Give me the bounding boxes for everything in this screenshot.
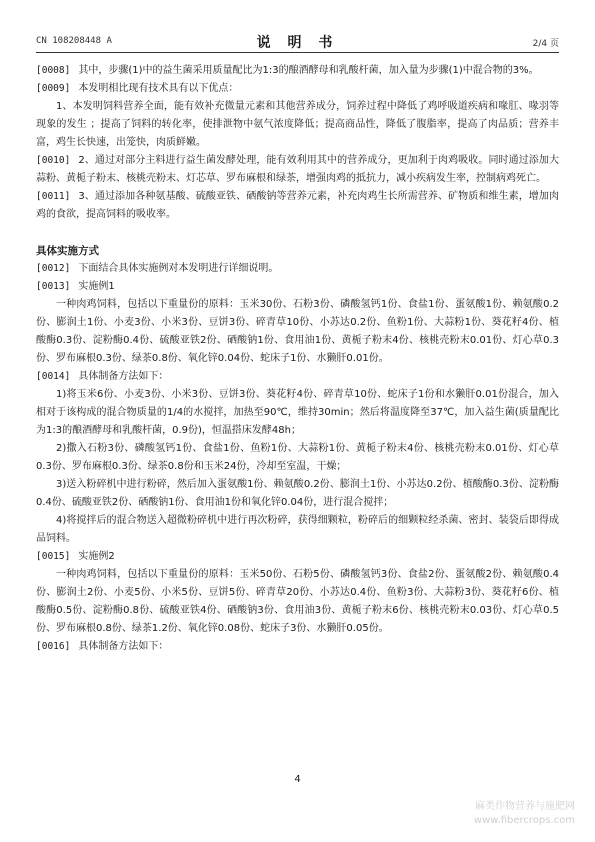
paragraph-text: 其中，步骤(1)中的益生菌采用质量配比为1:3的酿酒酵母和乳酸杆菌，加入量为步骤(1)中混合物的3%。 — [78, 65, 539, 76]
paragraph-tag: [0012] — [36, 263, 71, 274]
paragraph-text: 实施例2 — [78, 551, 115, 562]
paragraph-tag: [0014] — [36, 371, 71, 382]
paragraph-0009 — [36, 80, 559, 98]
page-header — [36, 30, 559, 53]
watermark-line-2: www.fibercrops.com — [473, 815, 575, 826]
document-body — [36, 62, 559, 656]
example-1-step-4: 4)将搅拌后的混合物送入超微粉碎机中进行再次粉碎，获得细颗粒，粉碎后的细颗粒经杀菌、密封、装袋后即得成品饲料。 — [36, 515, 559, 544]
watermark-line-1: 麻类作物营养与施肥网 — [475, 801, 575, 812]
paragraph-0008 — [36, 62, 559, 80]
page-number: 4 — [294, 774, 301, 785]
paragraph-text: 本发明相比现有技术具有以下优点： — [78, 83, 239, 94]
paragraph-text: 具体制备方法如下： — [78, 371, 169, 382]
advantage-1: 1、本发明饲料营养全面，能有效补充微量元素和其他营养成分，饲养过程中降低了鸡呼吸道疾病和喙肛、喙羽等现象的发生 ；提高了饲料的转化率，使排泄物中氨气浓度降低；提高商品性，降低了腹脂率，提高了肉品质；营养丰富，鸡生长快速，出笼快，肉质鲜嫩。 — [36, 101, 559, 148]
paragraph-text: 具体制备方法如下： — [78, 641, 169, 652]
paragraph-0010 — [36, 152, 559, 188]
section-title: 具体实施方式 — [36, 245, 99, 257]
paragraph-tag: [0008] — [36, 65, 71, 76]
paragraph-tag: [0011] — [36, 191, 71, 202]
paragraph-text: 2、通过对部分主料进行益生菌发酵处理，能有效利用其中的营养成分，更加利于肉鸡吸收。同时通过添加大蒜粉、黄栀子粉末、核桃壳粉末、灯芯草、罗布麻根和绿茶，增强肉鸡的抵抗力，减小疾病发生率，控制病鸡死亡。 — [36, 155, 559, 184]
example-1-step-3: 3)送入粉碎机中进行粉碎，然后加入蛋氨酸1份、赖氨酸0.2份、膨润土1份、小苏达0.2份、植酸酶0.3份、淀粉酶0.4份、硫酸亚铁2份、硒酸钠1份、食用油1份和氧化锌0.04份，进行混合搅拌； — [36, 479, 559, 508]
paragraph-text: 3、通过添加各种氨基酸、硫酸亚铁、硒酸钠等营养元素，补充肉鸡生长所需营养、矿物质和维生素，增加肉鸡的食欲，提高饲料的吸收率。 — [36, 191, 559, 220]
paragraph-0012 — [36, 260, 559, 278]
paragraph-tag: [0009] — [36, 83, 71, 94]
paragraph-text: 实施例1 — [78, 281, 115, 292]
paragraph-tag: [0015] — [36, 551, 71, 562]
watermark — [474, 800, 575, 828]
example-1-formula: 一种肉鸡饲料，包括以下重量份的原料：玉米30份、石粉3份、磷酸氢钙1份、食盐1份、蛋氨酸1份、赖氨酸0.2份、膨润土1份、小麦3份、小米3份、豆饼3份、碎青草10份、小苏达0.2份、鱼粉1份、大蒜粉1份、葵花籽4份、植酸酶0.3份、淀粉酶0.4份、硫酸亚铁2份、硒酸钠1份、食用油1份、黄栀子粉末4份、核桃壳粉末0.01份、灯心草0.3份、罗布麻根0.3份、绿茶0.8份、氧化锌0.04份、蛇床子1份、水獭肝0.01份。 — [36, 299, 559, 364]
paragraph-0011 — [36, 188, 559, 224]
paragraph-tag: [0010] — [36, 155, 71, 166]
paragraph-0016 — [36, 638, 559, 656]
document-title: 说 明 书 — [256, 35, 339, 51]
example-2-formula: 一种肉鸡饲料，包括以下重量份的原料：玉米50份、石粉5份、磷酸氢钙3份、食盐2份、蛋氨酸2份、赖氨酸0.4份、膨润土2份、小麦5份、小米5份、豆饼5份、碎青草20份、小苏达0.4份、鱼粉3份、大蒜粉3份、葵花籽6份、植酸酶0.5份、淀粉酶0.8份、硫酸亚铁4份、硒酸钠3份、食用油3份、黄栀子粉末6份、核桃壳粉末0.03份、灯心草0.5份、罗布麻根0.8份、绿茶1.2份、氧化锌0.08份、蛇床子3份、水獭肝0.05份。 — [36, 569, 559, 634]
page-indicator: 2/4 页 — [532, 39, 559, 49]
publication-number: CN 108208448 A — [36, 36, 112, 46]
paragraph-text: 下面结合具体实施例对本发明进行详细说明。 — [78, 263, 279, 274]
paragraph-tag: [0013] — [36, 281, 71, 292]
example-1-step-1: 1)将玉米6份、小麦3份、小米3份、豆饼3份、葵花籽4份、碎青草10份、蛇床子1份和水獭肝0.01份混合，加入相对于该构成的混合物质量的1/4的水搅拌，加热至90℃，维持30min；然后将温度降至37℃，加入益生菌(质量配比为1:3的酿酒酵母和乳酸杆菌，0.9份)，恒温搭床发酵48h； — [36, 389, 559, 436]
paragraph-tag: [0016] — [36, 641, 71, 652]
paragraph-0013 — [36, 278, 559, 296]
paragraph-0014 — [36, 368, 559, 386]
paragraph-0015 — [36, 548, 559, 566]
example-1-step-2: 2)撒入石粉3份、磷酸氢钙1份、食盐1份、鱼粉1份、大蒜粉1份、黄栀子粉末4份、核桃壳粉末0.01份、灯心草0.3份、罗布麻根0.3份、绿茶0.8份和玉米24份，冷却至室温，干燥； — [36, 443, 559, 472]
